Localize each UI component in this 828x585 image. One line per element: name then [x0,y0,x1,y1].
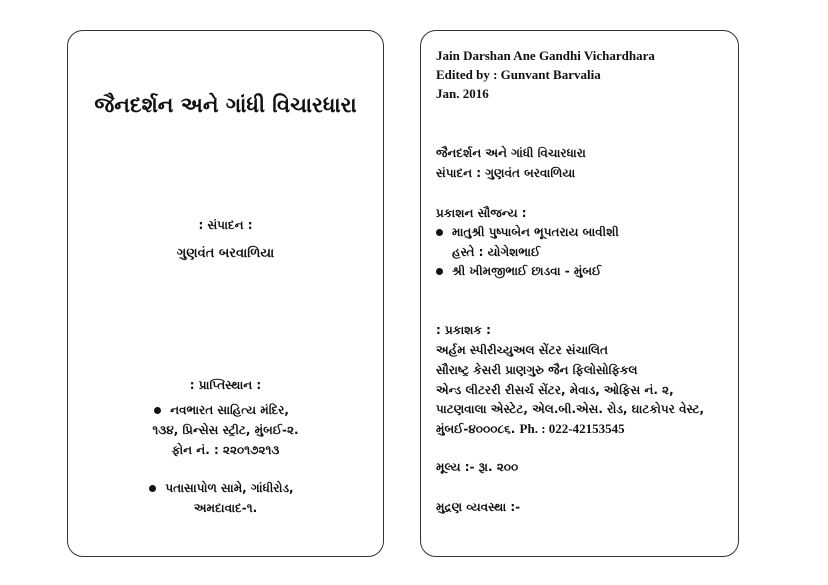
verso-editor: સંપાદન : ગુણવંત બરવાળિયા [436,166,576,180]
courtesy-item-sub: હસ્તે : યોગેશભાઈ [452,245,541,259]
bullet-icon [149,485,156,492]
publisher-line: એન્ડ લીટરરી રીસર્ચ સેંટર, મેવાડ, ઓફિસ નં. ૨, [436,383,674,397]
availability-phone: ફોન નં. : ૨૨૦૧૭૨૧૩ [171,443,280,457]
availability-line: નવભારત સાહિત્ય મંદિર, [60,403,383,418]
bullet-icon [436,229,443,236]
publisher-line: અર્હમ સ્પીરીચ્યુઅલ સેંટર સંચાલિત [436,343,608,357]
printing-label: મુદ્રણ વ્યવસ્થા :- [436,500,521,514]
cover-title: જૈનદર્શન અને ગાંધી વિચારધારા [94,93,357,117]
price: મૂલ્ય :- રૂા. ૨૦૦ [436,460,519,474]
availability-line: અમદાવાદ-૧. [193,501,258,515]
bullet-icon [154,407,161,414]
english-title: Jain Darshan Ane Gandhi Vichardhara [436,48,655,63]
courtesy-label: પ્રકાશન સૌજન્ય : [436,206,527,220]
english-editor: Edited by : Gunvant Barvalia [436,67,601,82]
editor-label: : સંપાદન : [198,218,253,232]
publication-date: Jan. 2016 [436,86,489,101]
editor-name: ગુણવંત બરવાળિયા [176,246,275,261]
courtesy-item: શ્રી ખીમજીભાઈ છાડવા - મુંબઈ [436,264,601,279]
cover-page [67,30,384,557]
availability-line: ૧૩૪, પ્રિન્સેસ સ્ટ્રીટ, મુંબઈ-૨. [152,423,299,437]
publisher-phone: Ph. : 022-42153545 [519,421,625,436]
availability-label: : પ્રાપ્તિસ્થાન : [189,378,262,392]
availability-line: પતાસાપોળ સામે, ગાંધીરોડ, [60,481,383,496]
verso-title: જૈનદર્શન અને ગાંધી વિચારધારા [436,146,586,160]
publisher-address-end: મુંબઈ-૪૦૦૦૮૬. Ph. : 022-42153545 [436,421,625,436]
courtesy-item: માતુશ્રી પુષ્પાબેન ભૂપતરાય બાવીશી [436,225,619,240]
verso-page [420,30,739,557]
publisher-line: સૌરાષ્ટ્ર કેસરી પ્રાણગુરુ જૈન ફિલોસોફિકલ [436,363,638,377]
bullet-icon [436,268,443,275]
publisher-line: પાટણવાલા એસ્ટેટ, એલ.બી.એસ. રોડ, ઘાટકોપર વેસ્ટ, [436,402,705,416]
publisher-label: : પ્રકાશક : [436,323,491,337]
